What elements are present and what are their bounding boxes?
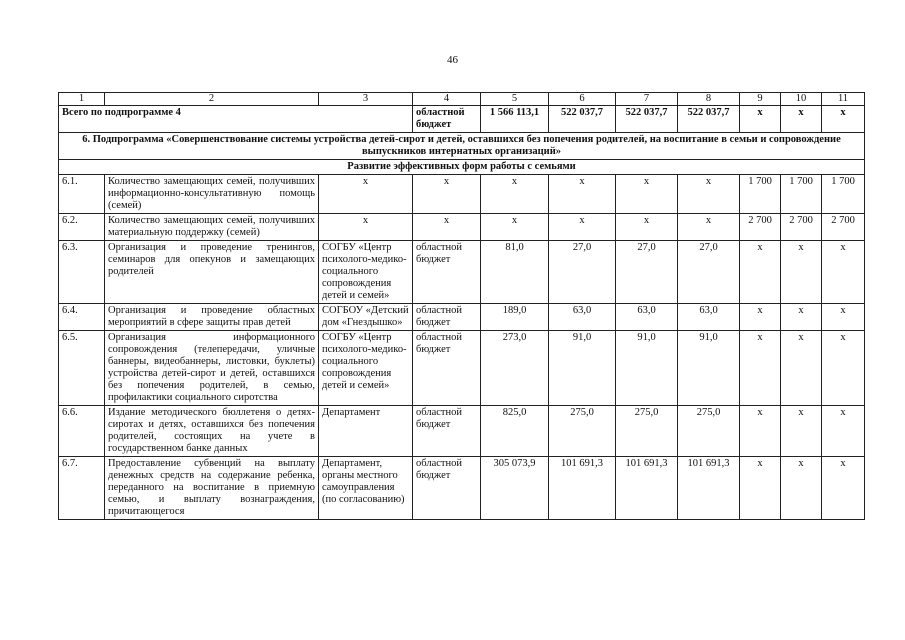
row-value-5: 189,0 [481,304,549,331]
row-name: Организация и проведение областных мероприятий в сфере защиты прав детей [105,304,319,331]
row-value-6: x [549,214,616,241]
row-value-9: x [740,241,781,304]
col-header-9: 9 [740,93,781,106]
column-number-row [59,93,865,106]
subprogram-title-row [59,133,865,160]
row-value-7: 27,0 [616,241,678,304]
table-row [59,175,865,214]
row-value-8: 91,0 [678,331,740,406]
total-v8: 522 037,7 [678,106,740,133]
total-v6: 522 037,7 [549,106,616,133]
row-value-9: 2 700 [740,214,781,241]
total-v10: x [781,106,822,133]
col-header-4: 4 [413,93,481,106]
page-number: 46 [447,54,458,66]
total-v11: x [822,106,865,133]
row-value-9: 1 700 [740,175,781,214]
row-value-8: 275,0 [678,406,740,457]
col-header-7: 7 [616,93,678,106]
row-value-11: x [822,331,865,406]
row-executor: x [319,175,413,214]
row-executor: СОГБУ «Центр психолого-медико-социального сопровождения детей и семей» [319,241,413,304]
row-executor: x [319,214,413,241]
row-value-6: 63,0 [549,304,616,331]
row-value-8: x [678,214,740,241]
row-value-9: x [740,331,781,406]
row-value-8: 101 691,3 [678,457,740,520]
row-executor: СОГБУ «Центр психолого-медико-социального сопровождения детей и семей» [319,331,413,406]
row-executor: Департамент, органы местного самоуправления (по согласованию) [319,457,413,520]
col-header-10: 10 [781,93,822,106]
subprogram-title: 6. Подпрограмма «Совершенствование системы устройства детей-сирот и детей, оставшихся без попечения родителей, на воспитание в семьи и сопровождение выпускников интернатных организаций» [59,133,865,160]
row-number: 6.6. [59,406,105,457]
section-title: Развитие эффективных форм работы с семьями [59,160,865,175]
row-value-5: x [481,175,549,214]
row-name: Организация информационного сопровождения (телепередачи, уличные баннеры, видеобаннеры, листовки, буклеты) устройства детей-сирот и детей, оставшихся без попечения родителей, в семью, профилактики социального сиротства [105,331,319,406]
row-value-7: 101 691,3 [616,457,678,520]
row-funding-source: областной бюджет [413,457,481,520]
row-value-11: x [822,241,865,304]
row-value-5: 305 073,9 [481,457,549,520]
row-value-8: x [678,175,740,214]
total-v5: 1 566 113,1 [481,106,549,133]
row-funding-source: областной бюджет [413,304,481,331]
section-title-row [59,160,865,175]
row-value-9: x [740,457,781,520]
row-value-5: 81,0 [481,241,549,304]
row-funding-source: областной бюджет [413,241,481,304]
col-header-5: 5 [481,93,549,106]
row-value-11: 2 700 [822,214,865,241]
col-header-1: 1 [59,93,105,106]
table-row [59,304,865,331]
row-funding-source: x [413,214,481,241]
row-value-8: 27,0 [678,241,740,304]
row-executor: Департамент [319,406,413,457]
row-funding-source: областной бюджет [413,331,481,406]
row-funding-source: областной бюджет [413,406,481,457]
row-value-6: 27,0 [549,241,616,304]
row-value-6: x [549,175,616,214]
total-label: Всего по подпрограмме 4 [59,106,413,133]
col-header-3: 3 [319,93,413,106]
row-value-11: x [822,457,865,520]
row-value-6: 275,0 [549,406,616,457]
row-value-10: x [781,241,822,304]
row-name: Количество замещающих семей, получивших материальную поддержку (семей) [105,214,319,241]
row-value-10: x [781,457,822,520]
row-value-10: x [781,331,822,406]
program-table [58,92,865,520]
row-value-11: x [822,406,865,457]
row-value-7: 275,0 [616,406,678,457]
row-name: Организация и проведение тренингов, семинаров для опекунов и замещающих родителей [105,241,319,304]
row-value-10: 2 700 [781,214,822,241]
total-v9: x [740,106,781,133]
row-value-7: x [616,175,678,214]
table-row [59,331,865,406]
row-value-9: x [740,304,781,331]
table-row [59,241,865,304]
row-value-7: x [616,214,678,241]
row-value-7: 63,0 [616,304,678,331]
total-v7: 522 037,7 [616,106,678,133]
row-name: Количество замещающих семей, получивших информационно-консультативную помощь (семей) [105,175,319,214]
row-value-10: x [781,304,822,331]
col-header-8: 8 [678,93,740,106]
table-row [59,214,865,241]
row-value-5: x [481,214,549,241]
row-value-7: 91,0 [616,331,678,406]
row-value-6: 101 691,3 [549,457,616,520]
row-value-5: 273,0 [481,331,549,406]
row-value-10: 1 700 [781,175,822,214]
row-value-9: x [740,406,781,457]
row-funding-source: x [413,175,481,214]
col-header-6: 6 [549,93,616,106]
table-row [59,457,865,520]
row-number: 6.2. [59,214,105,241]
row-number: 6.4. [59,304,105,331]
table-row [59,406,865,457]
row-value-11: x [822,304,865,331]
row-number: 6.7. [59,457,105,520]
total-row [59,106,865,133]
col-header-2: 2 [105,93,319,106]
row-value-6: 91,0 [549,331,616,406]
row-number: 6.3. [59,241,105,304]
row-value-10: x [781,406,822,457]
row-number: 6.5. [59,331,105,406]
col-header-11: 11 [822,93,865,106]
row-value-5: 825,0 [481,406,549,457]
row-name: Издание методического бюллетеня о детях-сиротах и детях, оставшихся без попечения родителей, состоящих на учете в государственном банке данных [105,406,319,457]
row-value-8: 63,0 [678,304,740,331]
row-value-11: 1 700 [822,175,865,214]
total-source: областной бюджет [413,106,481,133]
row-executor: СОГБОУ «Детский дом «Гнездышко» [319,304,413,331]
row-number: 6.1. [59,175,105,214]
row-name: Предоставление субвенций на выплату денежных средств на содержание ребенка, переданного на воспитание в приемную семью, и выплату вознаграждения, причитающегося [105,457,319,520]
